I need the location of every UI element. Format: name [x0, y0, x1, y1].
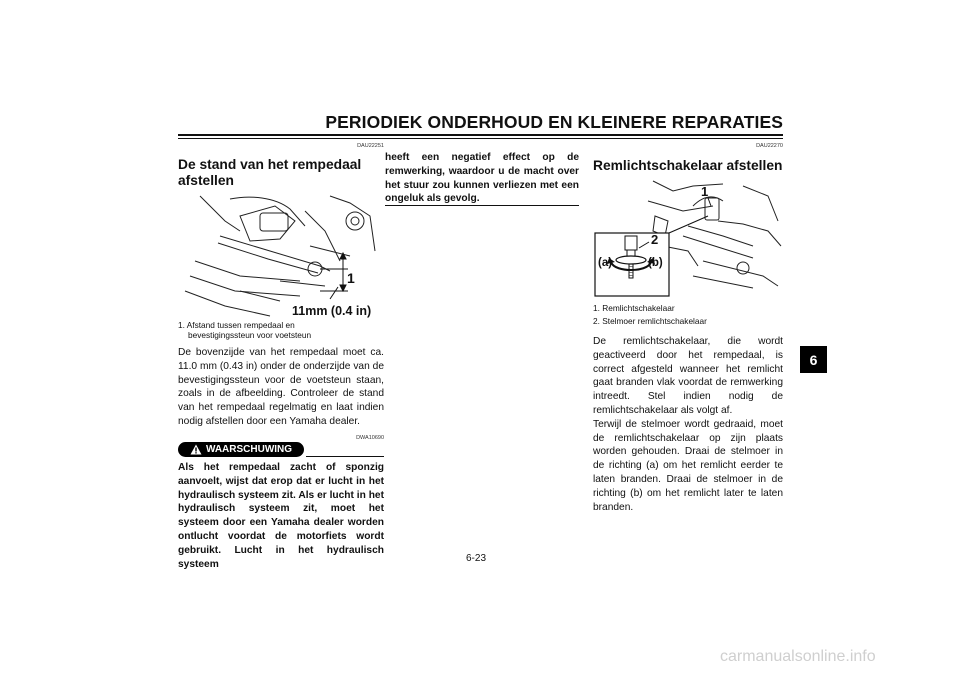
caption-line: bevestigingssteun voor voetsteun — [188, 330, 312, 340]
brake-light-body — [593, 335, 783, 514]
warning-label: WAARSCHUWING — [205, 444, 293, 455]
warning-code: DWA10690 — [356, 435, 384, 441]
heading-line: afstellen — [178, 173, 234, 188]
warning-icon — [190, 444, 202, 455]
section-heading-brake-pedal — [178, 157, 384, 189]
heading-line: De stand van het rempedaal — [178, 157, 362, 172]
figure-callout-1: 1 — [347, 270, 355, 286]
caption-item: 1. Remlichtschakelaar — [593, 303, 675, 313]
body-paragraph: De remlichtschakelaar, die wordt geactiveerd door het rempedaal, is correct afgesteld wanneer het remlicht gaat branden vlak voordat de remwerking intreedt. Stel indien nodig de remlichtschakelaar als volgt af. — [593, 336, 783, 416]
warning-badge — [178, 442, 304, 457]
warning-text: Als het rempedaal zacht of sponzig aanvoelt, wijst dat erop dat er lucht in het hydraulisch systeem zit. Als er lucht in het hydraulisch systeem zit, moet het systeem door een Yamaha dealer worden ontlucht voordat de motorfiets wordt gebruikt. Lucht in het hydraulisch systeem — [178, 462, 384, 570]
body-paragraph: Terwijl de stelmoer wordt gedraaid, moet de remlichtschakelaar op zijn plaats worden gehouden. Draai de stelmoer in de richting (a) om het remlicht eerder te laten branden. Draai de stelmoer in de richting (b) om het remlicht later te laten branden. — [593, 418, 783, 513]
figure-callout-1: 1 — [701, 184, 709, 199]
direction-b-label: (b) — [648, 257, 663, 269]
warning-text-continued: heeft een negatief effect op de remwerking, waardoor u de macht over het stuur zou kunnen verliezen met een ongeluk als gevolg. — [385, 152, 579, 205]
brake-pedal-body: De bovenzijde van het rempedaal moet ca. 11.0 mm (0.43 in) onder de onderzijde van de bevestigingssteun voor de voetsteun staan, zoals in de afbeelding. Controleer de stand van het rempedaal regelmatig en laat indien nodig afstellen door een Yamaha dealer. — [178, 347, 384, 427]
brake-pedal-figure — [180, 191, 384, 319]
caption-item: 2. Stelmoer remlichtschakelaar — [593, 316, 707, 326]
watermark: carmanualsonline.info — [720, 648, 876, 665]
section-heading-brake-light: Remlichtschakelaar afstellen — [593, 158, 783, 173]
figure-caption-list — [593, 303, 783, 326]
warning-end-rule — [385, 205, 579, 206]
figure-caption — [178, 320, 384, 340]
header-rule-thin — [178, 138, 783, 139]
header-rule — [178, 134, 783, 136]
caption-line: 1. Afstand tussen rempedaal en — [178, 320, 295, 330]
warning-rule — [306, 456, 384, 457]
figure-callout-2: 2 — [651, 232, 659, 247]
section-code: DAU22270 — [756, 143, 783, 149]
brake-light-switch-figure — [593, 176, 783, 300]
page-header-title: PERIODIEK ONDERHOUD EN KLEINERE REPARATIES — [325, 112, 783, 132]
chapter-tab: 6 — [800, 346, 827, 373]
page-number: 6-23 — [466, 553, 487, 564]
section-code: DAU22251 — [357, 143, 384, 149]
figure-measurement: 11mm (0.4 in) — [292, 304, 372, 318]
direction-a-label: (a) — [598, 257, 613, 269]
